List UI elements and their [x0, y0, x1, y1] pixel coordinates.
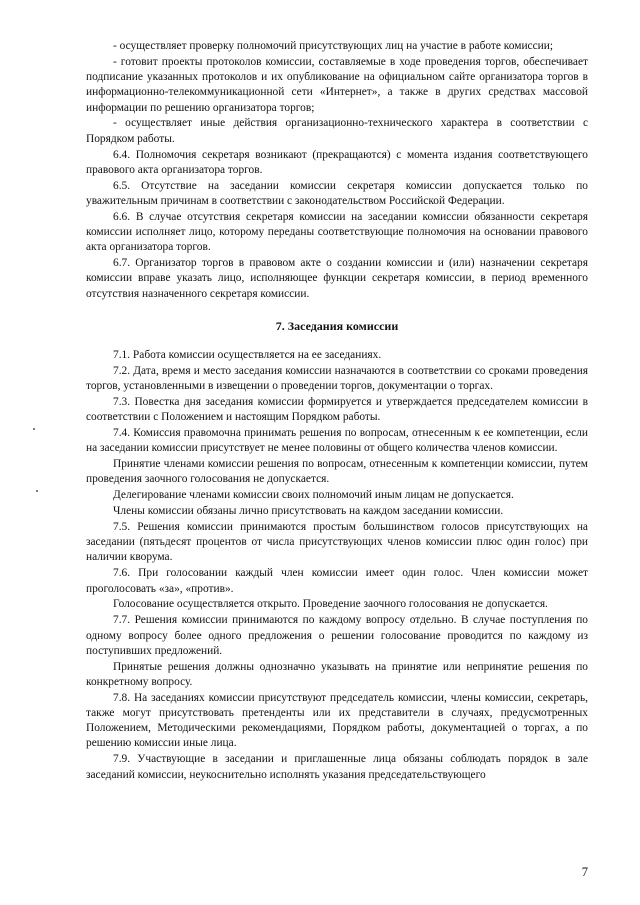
- paragraph-7-4-delegation: Делегирование членами комиссии своих полномочий иным лицам не допускается.: [113, 489, 514, 502]
- paragraph-7-7-decisions: Принятые решения должны однозначно указывать на принятие или непринятие решения по конкретному вопросу.: [86, 660, 588, 688]
- paragraph-7-4: 7.4. Комиссия правомочна принимать решения по вопросам, отнесенным к ее компетенции, если на заседании комиссии присутствует не менее половины от общего количества членов комиссии.: [86, 427, 588, 455]
- paragraph-7-9: 7.9. Участвующие в заседании и приглашенные лица обязаны соблюдать порядок в зале заседаний комиссии, неукоснительно исполнять указания председательствующего: [86, 753, 588, 781]
- paragraph-7-4-attendance: Члены комиссии обязаны лично присутствовать на каждом заседании комиссии.: [113, 505, 504, 518]
- page-number: 7: [581, 865, 588, 879]
- scan-speck-mark: [36, 490, 38, 492]
- paragraph-7-3: 7.3. Повестка дня заседания комиссии формируется и утверждается председателем комиссии в соответствии с Положением и настоящим Порядком работы.: [86, 396, 588, 424]
- paragraph-bullet-protocols: - готовит проекты протоколов комиссии, составляемые в ходе проведения торгов, обеспечивает подписание указанных протоколов и их опубликование на официальном сайте организатора торгов в информационно-телекоммуникационной сети «Интернет», а также в других средствах массовой информации по решению организатора торгов;: [86, 55, 588, 114]
- paragraph-6-4: 6.4. Полномочия секретаря возникают (прекращаются) с момента издания соответствующего правового акта организатора торгов.: [86, 148, 588, 176]
- paragraph-6-6: 6.6. В случае отсутствия секретаря комиссии на заседании комиссии обязанности секретаря комиссии исполняет лицо, которому переданы соответствующие полномочия на основании правового акта организатора торгов.: [86, 210, 588, 254]
- paragraph-7-7: 7.7. Решения комиссии принимаются по каждому вопросу отдельно. В случае поступления по одному вопросу более одного предложения о решении голосование проводится по каждому из поступивших предложений.: [86, 614, 588, 657]
- paragraph-7-2: 7.2. Дата, время и место заседания комиссии назначаются в соответствии со сроками проведения торгов, установленными в извещении о проведении торгов, документации о торгах.: [86, 364, 588, 393]
- paragraph-7-5: 7.5. Решения комиссии принимаются простым большинством голосов присутствующих на заседании (пятьдесят процентов от числа присутствующих членов комиссии плюс один голос) при наличии кворума.: [86, 520, 588, 564]
- paragraph-6-5: 6.5. Отсутствие на заседании комиссии секретаря комиссии допускается только по уважительным причинам в соответствии с законодательством Российской Федерации.: [86, 179, 588, 207]
- scan-speck-mark: [33, 428, 35, 430]
- paragraph-7-8: 7.8. На заседаниях комиссии присутствуют председатель комиссии, члены комиссии, секретарь, также могут присутствовать претенденты или их представители в случаях, предусмотренных Положением, Методическими рекомендациями, Порядком работы, документацией о торгах, а по решению комиссии иные лица.: [86, 691, 588, 750]
- paragraph-7-1: 7.1. Работа комиссии осуществляется на ее заседаниях.: [113, 349, 382, 362]
- paragraph-bullet-other-actions: - осуществляет иные действия организационно-технического характера в соответствии с Порядком работы.: [86, 117, 588, 145]
- section-heading: 7. Заседания комиссии: [275, 318, 399, 333]
- paragraph-7-4-remote-vote: Принятие членами комиссии решения по вопросам, отнесенным к компетенции комиссии, путем проведения заочного голосования не допускается.: [86, 458, 588, 486]
- paragraph-7-6: 7.6. При голосовании каждый член комиссии имеет один голос. Член комиссии может проголосовать «за», «против».: [86, 567, 588, 595]
- paragraph-6-7: 6.7. Организатор торгов в правовом акте о создании комиссии и (или) назначении секретаря комиссии вправе указать лицо, исполняющее функции секретаря комиссии, в период временного отсутствия назначенного секретаря комиссии.: [86, 257, 588, 300]
- paragraph-bullet-verify: - осуществляет проверку полномочий присутствующих лиц на участие в работе комиссии;: [113, 40, 554, 52]
- document-body: [86, 39, 588, 783]
- paragraph-7-6-open-vote: Голосование осуществляется открыто. Проведение заочного голосования не допускается.: [113, 598, 548, 611]
